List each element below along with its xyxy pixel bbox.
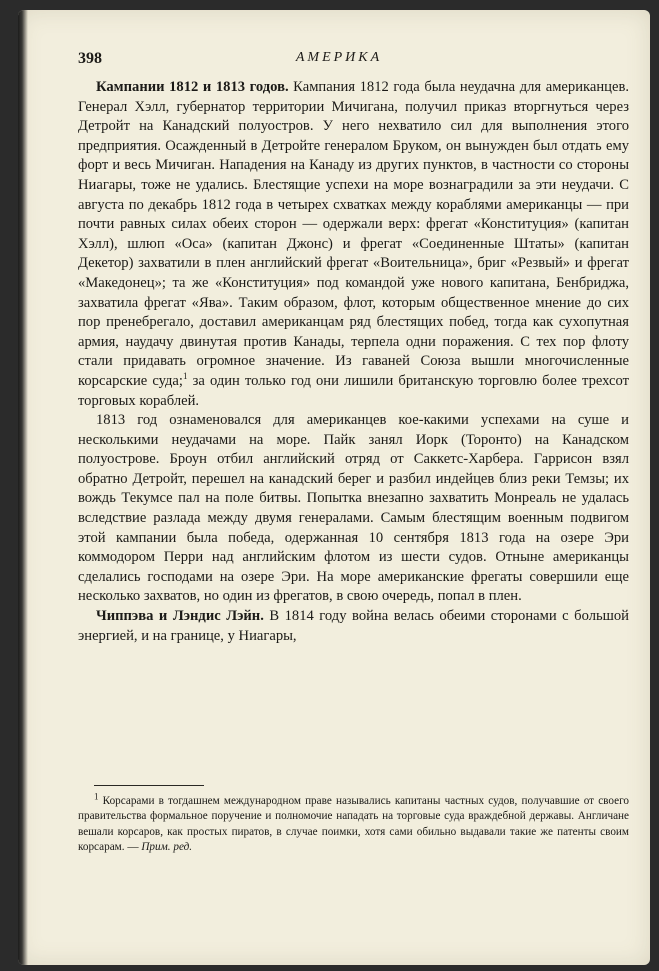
book-page: [18, 10, 650, 965]
footnote-credit: Прим. ред.: [141, 841, 193, 854]
footnote-reference: 1: [182, 371, 188, 382]
footnote: [78, 791, 629, 856]
page-header: [78, 50, 600, 74]
footnote-marker: 1: [94, 791, 99, 802]
paragraph-text: В 1814 году война велась обеими сторонами с большой энергией, и на границе, у Ниагары,: [78, 608, 629, 644]
footnote-paragraph: [78, 791, 629, 856]
section-heading-chippewa: Чиппэва и Лэндис Лэйн.: [96, 608, 264, 625]
paragraph-1813: 1813 год ознаменовался для американцев кое-какими успехами на суше и несколькими неудачами на море. Пайк занял Иорк (Торонто) на Канадском полуострове. Броун отбил английский отряд от Саккетс-Харбера. Гаррисон взял обратно Детройт, перешел на канадский берег и разбил индейцев близ реки Темзы; их вождь Текумсе пал на поле битвы. Попытка внезапно захватить Монреаль не удалась вследствие разлада между двумя генералами. Самым блестящим военным подвигом этой кампании была победа, одержанная 10 сентября 1813 года на озере Эри коммодором Перри над английским флотом из шести судов. Отныне американцы сделались господами на озере Эри. На море американские фрегаты совершили еще несколько захватов, но один из фрегатов, в свою очередь, попал в плен.: [78, 412, 629, 605]
page-number: 398: [78, 50, 102, 67]
page-binding-shadow: [18, 10, 28, 965]
paragraph-chippewa: [78, 607, 629, 646]
footnote-divider: [94, 785, 204, 786]
main-text: [78, 78, 629, 646]
paragraph-text-end: за один только год они лишили британскую торговлю более трехсот торговых кораблей.: [78, 372, 629, 409]
paragraph-campaigns-1812-1813: [78, 78, 629, 411]
footnote-text: Корсарами в тогдашнем международном праве назывались капитаны частных судов, получавшие от своего правительства формальное поручение и полномочие нападать на торговые суда враждебной державы. Англичане вешали корсаров, как простых пиратов, в случае поимки, хотя сами обильно выдавали такие же патенты своим корсарам. —: [78, 795, 629, 854]
section-heading-campaigns: Кампании 1812 и 1813 годов.: [96, 79, 289, 95]
running-head: АМЕРИКА: [295, 50, 383, 65]
paragraph-text: Кампания 1812 года была неудачна для американцев. Генерал Хэлл, губернатор территории Мичигана, получил приказ вторгнуться через Детройт на Канадский полуостров. У него нехватило сил для выполнения этого предприятия. Осажденный в Детройте генералом Бруком, он вынужден был отдать ему форт и весь Мичиган. Нападения на Канаду из других пунктов, в частности со стороны Ниагары, тоже не удались. Блестящие успехи на море вознаградили за эти неудачи. С августа по декабрь 1812 года в четырех схватках между кораблями американцы — при почти равных силах обеих сторон — одержали верх: фрегат «Конституция» (капитан Хэлл), шлюп «Оса» (капитан Джонс) и фрегат «Соединенные Штаты» (капитан Декетор) захватили в плен английский фрегат «Воительница», бриг «Резвый» и фрегат «Македонец»; та же «Конституция» под командой уже нового капитана, Бенбриджа, захватила фрегат «Ява». Таким образом, флот, которым общественное мнение до сих пор пренебрегало, доставил американцам ряд блестящих побед, тогда как сухопутная армия, наудачу двинутая против Канады, терпела одни поражения. С тех пор флоту стали придавать огромное значение. Из гаваней Союза вышли многочисленные корсарские суда;: [78, 79, 629, 389]
